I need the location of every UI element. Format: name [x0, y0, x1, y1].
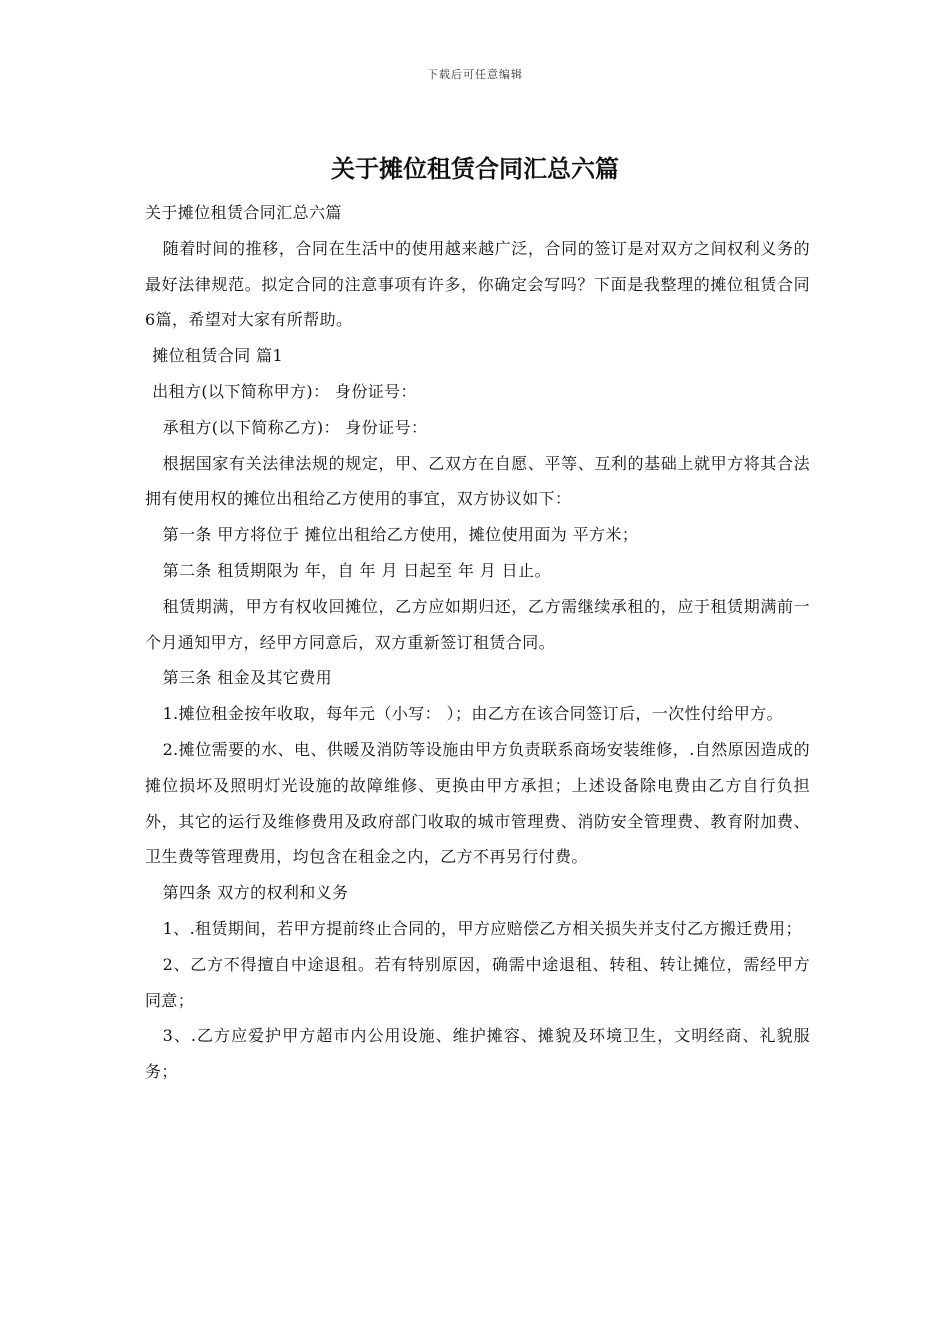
- clause-heading: 第四条 双方的权利和义务: [162, 883, 349, 903]
- list-item: 1.摊位租金按年收取，每年元（小写： ）；由乙方在该合同签订后，一次性付给甲方。: [162, 704, 783, 724]
- paragraph: 随着时间的推移，合同在生活中的使用越来越广泛，合同的签订是对双方之间权利义务的最好法律规范。拟定合同的注意事项有许多，你确定会写吗？下面是我整理的摊位租赁合同6篇，希望对大家有所帮助。: [145, 238, 810, 330]
- list-item: 2.摊位需要的水、电、供暖及消防等设施由甲方负责联系商场安装维修，.自然原因造成的摊位损坏及照明灯光设施的故障维修、更换由甲方承担；上述设备除电费由乙方自行负担外，其它的运行及维修费用及政府部门收取的城市管理费、消防安全管理费、教育附加费、卫生费等管理费用，均包含在租金之内，乙方不再另行付费。: [145, 739, 810, 867]
- header-note: 下载后可任意编辑: [427, 68, 523, 81]
- paragraph: 关于摊位租赁合同汇总六篇: [145, 203, 342, 222]
- clause: 第一条 甲方将位于 摊位出租给乙方使用，摊位使用面为 平方米；: [162, 525, 639, 545]
- clause: 第二条 租赁期限为 年，自 年 月 日起至 年 月 日止。: [162, 560, 551, 580]
- clause-heading: 第三条 租金及其它费用: [162, 668, 333, 688]
- document-title: 关于摊位租赁合同汇总六篇: [331, 154, 619, 183]
- list-item: 3、.乙方应爱护甲方超市内公用设施、维护摊容、摊貌及环境卫生，文明经商、礼貌服务；: [145, 1026, 810, 1082]
- paragraph: 承租方(以下简称乙方)： 身份证号：: [162, 417, 428, 437]
- paragraph: 根据国家有关法律法规的规定，甲、乙双方在自愿、平等、互利的基础上就甲方将其合法拥有使用权的摊位出租给乙方使用的事宜，双方协议如下：: [145, 453, 810, 509]
- paragraph: 出租方(以下简称甲方)： 身份证号：: [152, 381, 417, 401]
- section-heading: 摊位租赁合同 篇1: [152, 346, 284, 366]
- document-body: [145, 195, 810, 1090]
- paragraph: 租赁期满，甲方有权收回摊位，乙方应如期归还，乙方需继续承租的，应于租赁期满前一个月通知甲方，经甲方同意后，双方重新签订租赁合同。: [145, 596, 810, 652]
- list-item: 1、.租赁期间，若甲方提前终止合同的，甲方应赔偿乙方相关损失并支付乙方搬迁费用；: [162, 918, 802, 938]
- list-item: 2、乙方不得擅自中途退租。若有特别原因，确需中途退租、转租、转让摊位，需经甲方同意；: [145, 954, 810, 1010]
